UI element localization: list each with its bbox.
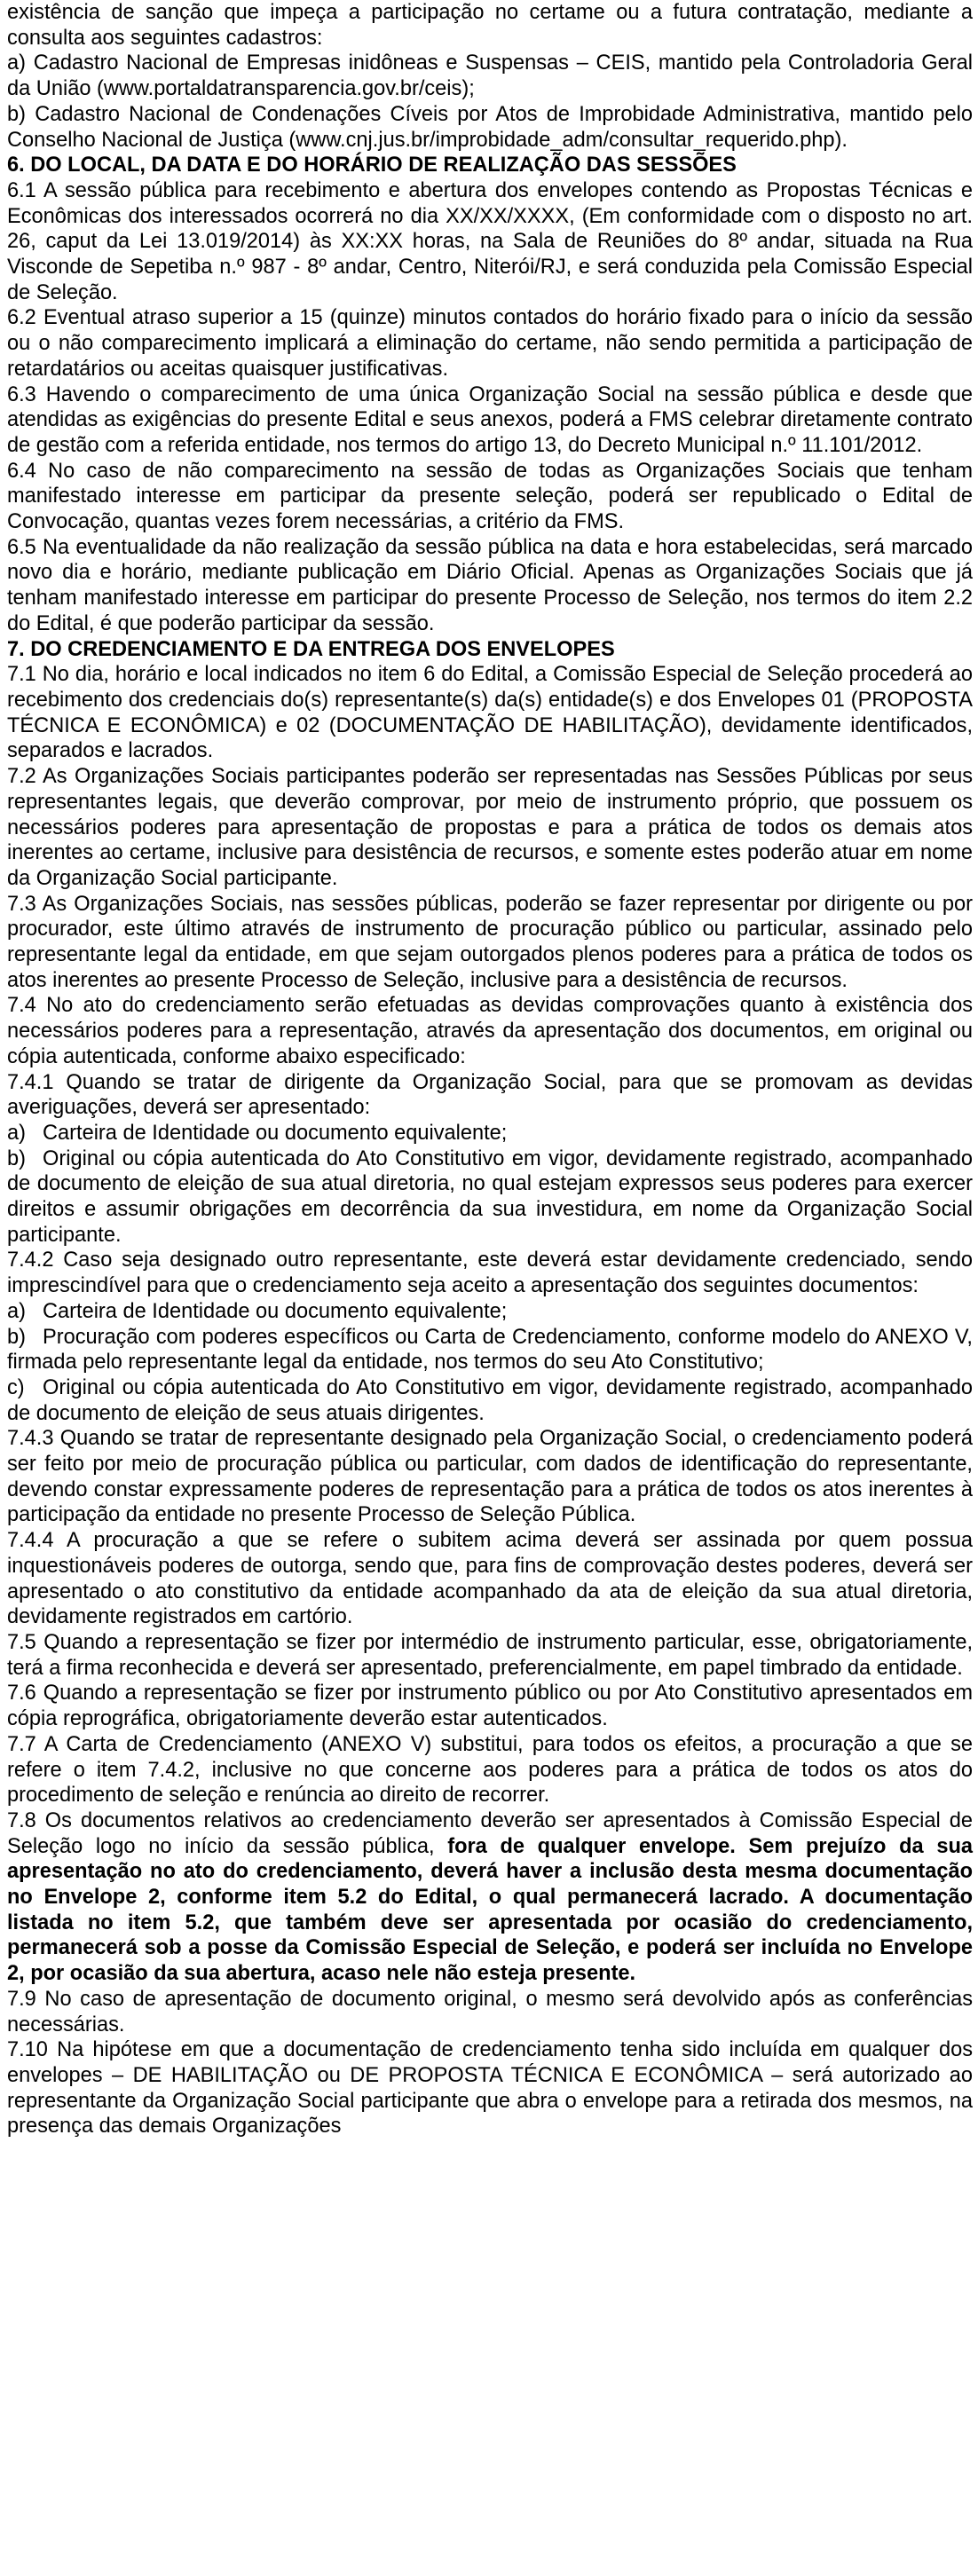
list-item-7-4-1-b xyxy=(7,1146,973,1249)
paragraph-6-1: 6.1 A sessão pública para recebimento e abertura dos envelopes contendo as Propostas Técnicas e Econômicas dos interessados ocorrerá no dia XX/XX/XXXX, (Em conformidade com o disposto no art. 26, caput da Lei 13.019/2014) às XX:XX horas, na Sala de Reuniões do 8º andar, situada na Rua Visconde de Sepetiba n.º 987 - 8º andar, Centro, Niterói/RJ, e será conduzida pela Comissão Especial de Seleção. xyxy=(7,178,973,304)
list-item-text: Original ou cópia autenticada do Ato Constitutivo em vigor, devidamente registrado, acompanhado de documento de eleição de sua atual diretoria, no qual estejam expressos seus poderes para exercer direitos e assumir obrigações em decorrência da sua investidura, em nome da Organização Social participante. xyxy=(7,1146,973,1247)
paragraph-7-10: 7.10 Na hipótese em que a documentação de credenciamento tenha sido incluída em qualquer dos envelopes – DE HABILITAÇÃO ou DE PROPOSTA TÉCNICA E ECONÔMICA – será autorizado ao representante da Organização Social participante que abra o envelope para a retirada dos mesmos, na presença das demais Organizações xyxy=(7,2038,973,2139)
paragraph-6-5: 6.5 Na eventualidade da não realização da sessão pública na data e hora estabelecidas, será marcado novo dia e horário, mediante publicação em Diário Oficial. Apenas as Organizações Sociais que já tenham manifestado interesse em participar do presente Processo de Seleção, nos termos do item 2.2 do Edital, é que poderão participar da sessão. xyxy=(7,535,973,635)
list-marker: a) xyxy=(7,1121,26,1145)
paragraph-7-9: 7.9 No caso de apresentação de documento original, o mesmo será devolvido após as conferências necessárias. xyxy=(7,1987,973,2036)
list-item-text: Original ou cópia autenticada do Ato Constitutivo em vigor, devidamente registrado, acompanhado de documento de eleição de seus atuais dirigentes. xyxy=(7,1375,973,1425)
paragraph-7-3: 7.3 As Organizações Sociais, nas sessões públicas, poderão se fazer representar por dirigente ou por procurador, este último através de instrumento de procuração público ou particular, assinado pelo representante legal da entidade, em que sejam outorgados plenos poderes para a prática de todos os atos inerentes ao presente Processo de Seleção, inclusive para a desistência de recursos. xyxy=(7,892,973,992)
paragraph-6-4: 6.4 No caso de não comparecimento na sessão de todas as Organizações Sociais que tenham manifestado interesse em participar da presente seleção, poderá ser republicado o Edital de Convocação, quantas vezes forem necessárias, a critério da FMS. xyxy=(7,459,973,534)
list-marker: c) xyxy=(7,1375,25,1399)
list-marker: a) xyxy=(7,1299,26,1323)
paragraph-6-2: 6.2 Eventual atraso superior a 15 (quinze) minutos contados do horário fixado para o início da sessão ou o não comparecimento implicará a eliminação do certame, não sendo permitida a participação de retardatários ou aceitas quaisquer justificativas. xyxy=(7,306,973,381)
list-item-7-4-2-c xyxy=(7,1375,973,1426)
paragraph-7-4: 7.4 No ato do credenciamento serão efetuadas as devidas comprovações quanto à existência dos necessários poderes para a representação, através da apresentação dos documentos, em original ou cópia autenticada, conforme abaixo especificado: xyxy=(7,994,973,1068)
paragraph-7-4-4: 7.4.4 A procuração a que se refere o subitem acima deverá ser assinada por quem possua inquestionáveis poderes de outorga, sendo que, para fins de comprovação destes poderes, deverá ser apresentado o ato constitutivo da entidade acompanhado da ata de eleição da sua atual diretoria, devidamente registrados em cartório. xyxy=(7,1529,973,1629)
paragraph-7-4-2: 7.4.2 Caso seja designado outro representante, este deverá estar devidamente credenciado, sendo imprescindível para que o credenciamento seja aceito a apresentação dos seguintes documentos: xyxy=(7,1249,973,1298)
section-heading-6: 6. DO LOCAL, DA DATA E DO HORÁRIO DE REALIZAÇÃO DAS SESSÕES xyxy=(7,154,737,177)
list-item-text: Procuração com poderes específicos ou Carta de Credenciamento, conforme modelo do ANEXO V, firmada pelo representante legal da entidade, nos termos do seu Ato Constitutivo; xyxy=(7,1325,973,1375)
paragraph-sanction-intro: existência de sanção que impeça a participação no certame ou a futura contratação, mediante a consulta aos seguintes cadastros: xyxy=(7,1,973,50)
list-marker: b) xyxy=(7,1146,26,1170)
list-marker: b) xyxy=(7,1325,26,1349)
paragraph-7-7: 7.7 A Carta de Credenciamento (ANEXO V) substitui, para todos os efeitos, a procuração a que se refere o item 7.4.2, inclusive no que concerne aos poderes para a prática de todos os atos do procedimento de seleção e renúncia ao direito de recorrer. xyxy=(7,1732,973,1808)
paragraph-7-4-1: 7.4.1 Quando se tratar de dirigente da Organização Social, para que se promovam as devidas averiguações, deverá ser apresentado: xyxy=(7,1070,973,1120)
paragraph-7-8-text: 7.8 Os documentos relativos ao credenciamento deverão ser apresentados à Comissão Especial de Seleção logo no início da sessão pública, xyxy=(7,1808,973,1858)
list-item-text: Carteira de Identidade ou documento equivalente; xyxy=(43,1299,508,1323)
paragraph-7-6: 7.6 Quando a representação se fizer por instrumento público ou por Ato Constitutivo apresentados em cópia reprográfica, obrigatoriamente deverão estar autenticados. xyxy=(7,1682,973,1731)
paragraph-7-8 xyxy=(7,1808,973,1987)
paragraph-7-4-3: 7.4.3 Quando se tratar de representante designado pela Organização Social, o credenciamento poderá ser feito por meio de procuração pública ou particular, com dados de identificação do representante, devendo constar expressamente poderes de representação para a prática de todos os atos inerentes à participação da entidade no presente Processo de Seleção Pública. xyxy=(7,1427,973,1527)
paragraph-7-8-bold-text: fora de qualquer envelope. Sem prejuízo da sua apresentação no ato do credenciamento, deverá haver a inclusão desta mesma documentação no Envelope 2, conforme item 5.2 do Edital, o qual permanecerá lacrado. A documentação listada no item 5.2, que também deve ser apresentada por ocasião do credenciamento, permanecerá sob a posse da Comissão Especial de Seleção, e poderá ser incluída no Envelope 2, por ocasião da sua abertura, acaso nele não esteja presente. xyxy=(7,1834,973,1986)
paragraph-7-2: 7.2 As Organizações Sociais participantes poderão ser representadas nas Sessões Públicas por seus representantes legais, que deverão comprovar, por meio de instrumento próprio, que possuem os necessários poderes para apresentação de propostas e para a prática de todos os demais atos inerentes ao certame, inclusive para desistência de recursos, e somente estes poderão atuar em nome da Organização Social participante. xyxy=(7,765,973,890)
paragraph-ceis: a) Cadastro Nacional de Empresas inidôneas e Suspensas – CEIS, mantido pela Controladoria Geral da União (www.portaldatransparencia.gov.br/ceis); xyxy=(7,51,973,101)
paragraph-7-1: 7.1 No dia, horário e local indicados no item 6 do Edital, a Comissão Especial de Seleção procederá ao recebimento dos credenciais do(s) representante(s) da(s) entidade(s) e dos Envelopes 01 (PROPOSTA TÉCNICA E ECONÔMICA) e 02 (DOCUMENTAÇÃO DE HABILITAÇÃO), devidamente identificados, separados e lacrados. xyxy=(7,663,973,763)
section-heading-7: 7. DO CREDENCIAMENTO E DA ENTREGA DOS ENVELOPES xyxy=(7,637,615,661)
paragraph-6-3: 6.3 Havendo o comparecimento de uma única Organização Social na sessão pública e desde que atendidas as exigências do presente Edital e seus anexos, poderá a FMS celebrar diretamente contrato de gestão com a referida entidade, nos termos do artigo 13, do Decreto Municipal n.º 11.101/2012. xyxy=(7,382,973,457)
list-item-text: Carteira de Identidade ou documento equivalente; xyxy=(43,1121,508,1145)
paragraph-cnj: b) Cadastro Nacional de Condenações Cíveis por Atos de Improbidade Administrativa, mantido pelo Conselho Nacional de Justiça (www.cnj.jus.br/improbidade_adm/consultar_requerido.php). xyxy=(7,102,973,152)
list-item-7-4-2-a xyxy=(7,1299,973,1325)
list-item-7-4-1-a xyxy=(7,1121,973,1146)
paragraph-7-5: 7.5 Quando a representação se fizer por intermédio de instrumento particular, esse, obrigatoriamente, terá a firma reconhecida e deverá ser apresentado, preferencialmente, em papel timbrado da entidade. xyxy=(7,1631,973,1680)
list-item-7-4-2-b xyxy=(7,1325,973,1375)
